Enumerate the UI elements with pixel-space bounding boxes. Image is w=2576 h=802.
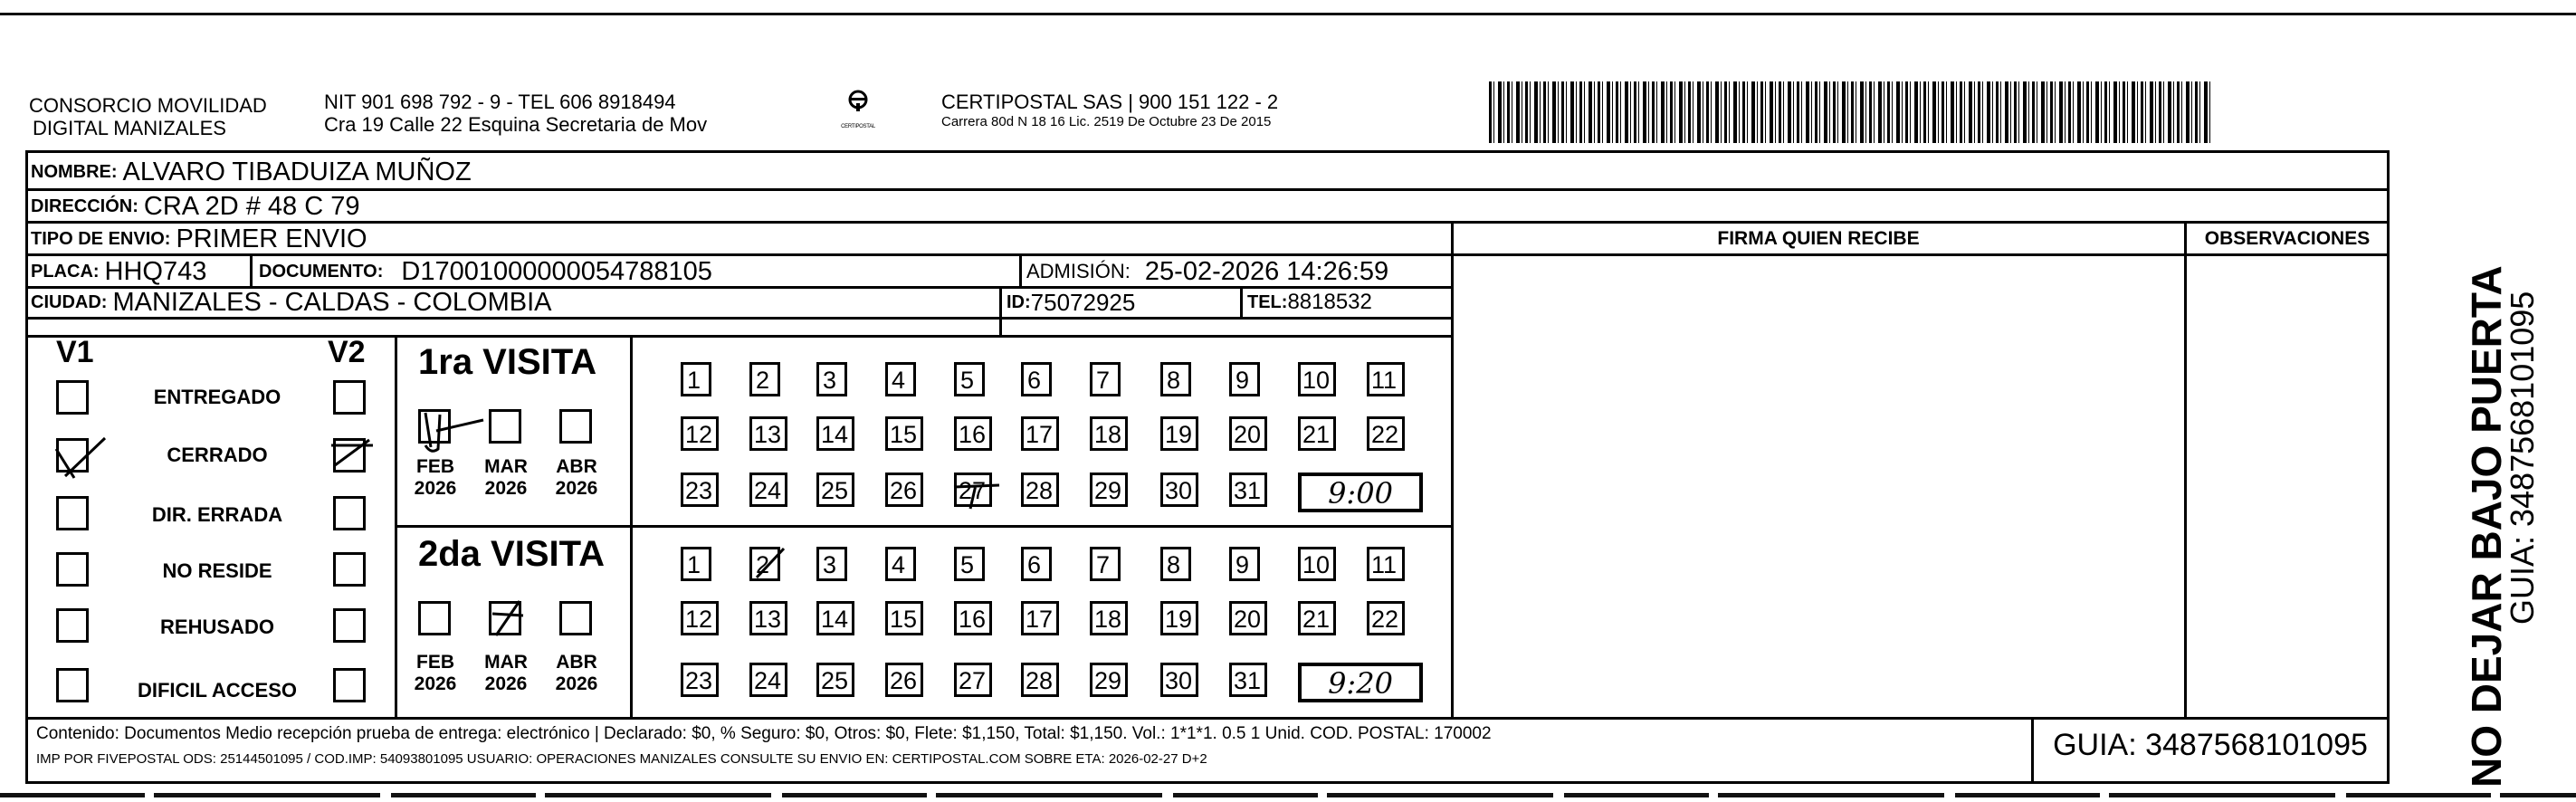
visit1-day-12[interactable]: 12 [681,416,719,451]
visit2-day-10[interactable]: 10 [1298,547,1336,581]
status-option-no-reside: NO RESIDE [162,559,272,582]
visit2-day-3[interactable]: 3 [816,547,847,581]
visit2-month-abr-year: 2026 [555,673,598,694]
visit1-day-26[interactable]: 26 [885,473,923,507]
visit2-day-23[interactable]: 23 [681,663,719,697]
visit1-day-5[interactable]: 5 [954,362,985,396]
direccion-value: CRA 2D # 48 C 79 [143,191,360,221]
visit1-month-mar [474,456,538,500]
ciudad-value: MANIZALES - CALDAS - COLOMBIA [112,287,552,317]
visit2-time-box[interactable] [1298,663,1423,702]
field-documento [259,255,712,288]
sender-details [324,91,707,136]
top-rule [0,13,2576,15]
footer-content: Contenido: Documentos Medio recepción prueba de entrega: electrónico | Declarado: $0, % Seguro: $0, Otros: $0, Flete: $1,150, Total: $1,150. Vol.: 1*1*1. 0.5 1 Unid. COD. POSTAL: 170002 [36,724,1492,743]
visit2-title: 2da VISITA [418,534,605,574]
tipo-label: TIPO DE ENVIO: [31,228,171,249]
visit2-month-abr [545,652,608,695]
v1-label: V1 [56,335,94,369]
visit1-month-abr-year: 2026 [555,478,598,499]
visit1-month-mar-name: MAR [484,456,528,477]
observaciones-header: OBSERVACIONES [2204,228,2371,249]
field-direccion [31,190,359,223]
v2-checkbox-rehusado[interactable] [333,608,366,643]
documento-value: D17001000000054788105 [401,256,712,286]
v1-checkbox-dificil-acceso[interactable] [56,668,89,702]
rule [630,335,633,717]
visit1-day-13[interactable]: 13 [749,416,787,451]
field-tel [1247,288,1372,317]
courier-name: CERTIPOSTAL SAS | 900 151 122 - 2 [941,91,1279,113]
visit1-day-19[interactable]: 19 [1160,416,1198,451]
rule [250,253,253,286]
visit1-day-18[interactable]: 18 [1090,416,1128,451]
visit2-month-feb-name: FEB [416,652,454,673]
rule [395,335,397,717]
footer-print-info: IMP POR FIVEPOSTAL ODS: 25144501095 / COD.IMP: 54093801095 USUARIO: OPERACIONES MANIZALES CONSULTE SU ENVIO EN: CERTIPOSTAL.COM SOBRE ETA: 2026-02-27 D+2 [36,751,1207,767]
v2-checkbox-no-reside[interactable] [333,552,366,587]
rule [1019,253,1022,286]
visit2-day-18[interactable]: 18 [1090,601,1128,635]
visit1-title: 1ra VISITA [418,342,597,382]
visit1-day-20[interactable]: 20 [1229,416,1267,451]
visit2-day-24[interactable]: 24 [749,663,787,697]
visit2-day-15[interactable]: 15 [885,601,923,635]
visit2-day-26[interactable]: 26 [885,663,923,697]
courier-logo-text: CERTIPOSTAL [841,124,875,129]
field-id [1007,288,1135,317]
visit2-day-25[interactable]: 25 [816,663,854,697]
side-warning: NO DEJAR BAJO PUERTA [2463,265,2510,788]
visit2-day-19[interactable]: 19 [1160,601,1198,635]
visit2-month-mar [474,652,538,695]
visit1-day-31[interactable]: 31 [1229,473,1267,507]
sender-name [29,94,267,139]
visit1-day-2[interactable]: 2 [749,362,780,396]
visit1-day-21[interactable]: 21 [1298,416,1336,451]
visit1-day-27[interactable]: 27 [954,473,992,507]
visit1-day-17[interactable]: 17 [1021,416,1059,451]
rule [25,221,2390,224]
visit2-day-30[interactable]: 30 [1160,663,1198,697]
visit2-day-29[interactable]: 29 [1090,663,1128,697]
admision-value: 25-02-2026 14:26:59 [1144,256,1389,286]
field-ciudad [31,288,551,317]
v2-cerrado-mark [328,431,382,482]
placa-value: HHQ743 [104,256,207,286]
visit2-day-16[interactable]: 16 [954,601,992,635]
sender-nit: NIT 901 698 792 - 9 - TEL 606 8918494 [324,91,676,113]
visit1-month-box-abr[interactable] [559,409,592,444]
v2-checkbox-dir-errada[interactable] [333,496,366,530]
visit1-month-feb [404,456,467,500]
visit1-day-15[interactable]: 15 [885,416,923,451]
visit1-day-10[interactable]: 10 [1298,362,1336,396]
footer-guia: GUIA: 3487568101095 [2053,728,2368,762]
visit2-day-28[interactable]: 28 [1021,663,1059,697]
visit1-day-16[interactable]: 16 [954,416,992,451]
visit1-day-25[interactable]: 25 [816,473,854,507]
visit1-day-11[interactable]: 11 [1367,362,1405,396]
field-tipo-envio [31,223,367,255]
visit1-day-29[interactable]: 29 [1090,473,1128,507]
direccion-label: DIRECCIÓN: [31,196,138,216]
visit1-day-6[interactable]: 6 [1021,362,1052,396]
visit2-day-14[interactable]: 14 [816,601,854,635]
visit1-month-feb-year: 2026 [414,478,457,499]
v1-cerrado-mark [49,429,112,487]
rule [395,525,1452,528]
visit1-day-24[interactable]: 24 [749,473,787,507]
visit2-day-2[interactable]: 2 [749,547,780,581]
v1-checkbox-no-reside[interactable] [56,552,89,587]
visit2-month-mar-year: 2026 [484,673,528,694]
visit1-day-14[interactable]: 14 [816,416,854,451]
visit2-day-22[interactable]: 22 [1367,601,1405,635]
field-admision [1026,255,1388,288]
visit2-month-abr-name: ABR [556,652,597,673]
visit2-month-feb-year: 2026 [414,673,457,694]
rule [25,335,1452,338]
rule [25,717,2390,720]
bottom-rule [0,793,2576,797]
tel-label: TEL: [1247,291,1288,312]
field-nombre [31,156,472,188]
visit2-month-box-feb[interactable] [418,601,451,635]
observations-area[interactable] [2187,255,2388,715]
placa-label: PLACA: [31,261,100,282]
documento-label: DOCUMENTO: [259,261,384,282]
visit2-day-5[interactable]: 5 [954,547,985,581]
rule [1240,286,1243,317]
visit1-day-22[interactable]: 22 [1367,416,1405,451]
visit1-month-abr-name: ABR [556,456,597,477]
visit1-time-box[interactable] [1298,473,1423,512]
visit1-day-8[interactable]: 8 [1160,362,1191,396]
rule [999,286,1002,335]
visit2-day-mark [744,541,798,587]
visit1-month-mar-year: 2026 [484,478,528,499]
tipo-value: PRIMER ENVIO [176,224,367,253]
visit1-time: 9:00 [1328,476,1393,511]
visit1-day-9[interactable]: 9 [1229,362,1260,396]
visit2-month-box-abr[interactable] [559,601,592,635]
visit1-day-3[interactable]: 3 [816,362,847,396]
courier-license: Carrera 80d N 18 16 Lic. 2519 De Octubre 23 De 2015 [941,114,1272,129]
visit1-day-4[interactable]: 4 [885,362,916,396]
visit1-month-feb-name: FEB [416,456,454,477]
sender-name-line2: DIGITAL MANIZALES [33,117,226,139]
visit2-day-20[interactable]: 20 [1229,601,1267,635]
barcode [1489,81,2213,143]
visit2-day-13[interactable]: 13 [749,601,787,635]
side-guia: GUIA: 3487568101095 [2504,291,2541,625]
id-value: 75072925 [1030,288,1136,316]
visit1-day-30[interactable]: 30 [1160,473,1198,507]
visit2-day-8[interactable]: 8 [1160,547,1191,581]
visit2-mar-mark [483,594,534,644]
rule [25,188,2390,191]
visit2-time: 9:20 [1328,666,1393,701]
v2-label: V2 [328,335,366,369]
status-option-dificil-acceso: DIFICIL ACCESO [137,679,297,702]
visit2-day-11[interactable]: 11 [1367,547,1405,581]
visit2-day-9[interactable]: 9 [1229,547,1260,581]
ciudad-label: CIUDAD: [31,291,108,312]
nombre-label: NOMBRE: [31,161,118,182]
signature-area[interactable] [1454,255,2183,715]
visit1-day-23[interactable]: 23 [681,473,719,507]
v1-checkbox-dir-errada[interactable] [56,496,89,530]
courier-logo [838,87,878,127]
v2-checkbox-entregado[interactable] [333,380,366,415]
sender-name-line1: CONSORCIO MOVILIDAD [29,94,267,117]
visit1-day-1[interactable]: 1 [681,362,711,396]
tel-value: 8818532 [1287,290,1372,314]
visit2-day-7[interactable]: 7 [1090,547,1121,581]
field-placa [31,255,206,288]
visit2-day-17[interactable]: 17 [1021,601,1059,635]
visit1-day-7[interactable]: 7 [1090,362,1121,396]
visit2-day-4[interactable]: 4 [885,547,916,581]
visit2-day-21[interactable]: 21 [1298,601,1336,635]
courier-details [941,91,1278,131]
firma-header: FIRMA QUIEN RECIBE [1717,228,1920,249]
sender-address: Cra 19 Calle 22 Esquina Secretaria de Mov [324,113,708,136]
visit1-month-abr [545,456,608,500]
visit2-month-feb [404,652,467,695]
status-option-dir-errada: DIR. ERRADA [151,503,283,526]
visit2-day-27[interactable]: 27 [954,663,992,697]
status-option-entregado: ENTREGADO [153,386,281,408]
nombre-value: ALVARO TIBADUIZA MUÑOZ [122,157,472,186]
visit2-day-6[interactable]: 6 [1021,547,1052,581]
visit2-day-1[interactable]: 1 [681,547,711,581]
id-label: ID: [1007,291,1031,312]
status-option-rehusado: REHUSADO [160,616,274,638]
visit2-month-mar-name: MAR [484,652,528,673]
status-option-cerrado: CERRADO [167,444,268,466]
v2-checkbox-dificil-acceso[interactable] [333,668,366,702]
v1-checkbox-entregado[interactable] [56,380,89,415]
visit1-day-mark [949,467,1003,512]
visit1-feb-mark [413,402,494,460]
visit1-day-28[interactable]: 28 [1021,473,1059,507]
visit2-day-12[interactable]: 12 [681,601,719,635]
visit2-day-31[interactable]: 31 [1229,663,1267,697]
v1-checkbox-rehusado[interactable] [56,608,89,643]
admision-label: ADMISIÓN: [1026,260,1131,282]
